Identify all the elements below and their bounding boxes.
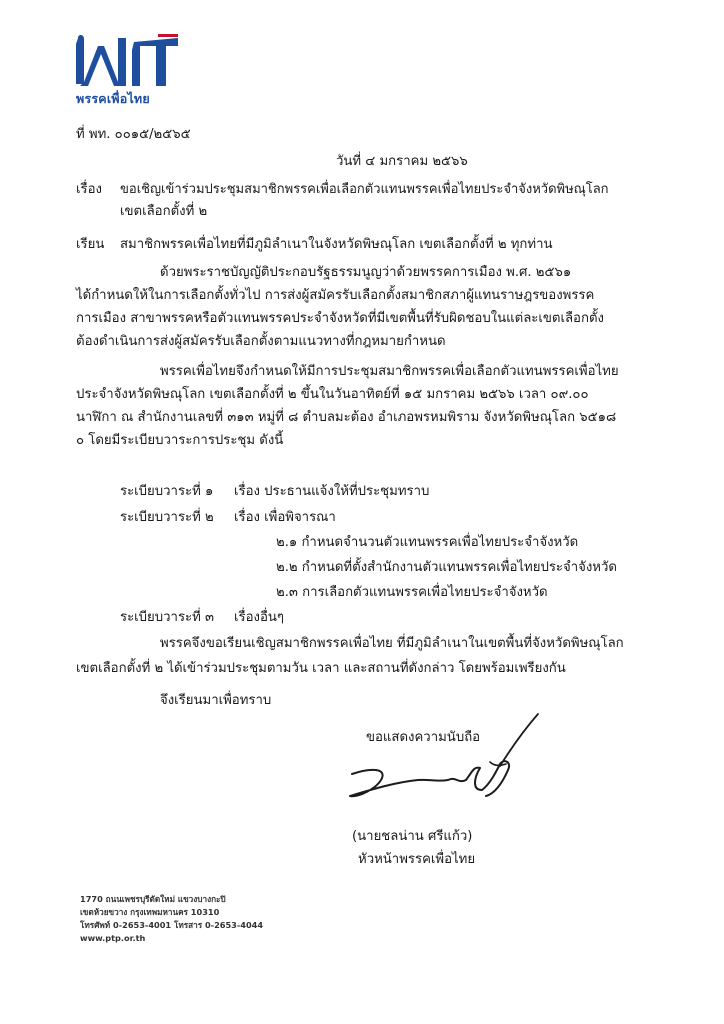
regards-text: ขอแสดงความนับถือ	[366, 730, 481, 745]
agenda-item-2: เรื่อง เพื่อพิจารณา	[234, 510, 336, 525]
para2-line-3: นาฬิกา ณ สำนักงานเลขที่ ๓๑๓ หมู่ที่ ๘ ตำบลมะต้อง อำเภอพรหมพิราม จังหวัดพิษณุโลก ๖๕๑๘	[76, 410, 617, 425]
agenda-item-3: เรื่องอื่นๆ	[234, 610, 284, 625]
agenda-sub-2-2: ๒.๒ กำหนดที่ตั้งสำนักงานตัวแทนพรรคเพื่อไทยประจำจังหวัด	[276, 560, 617, 575]
subject-label: เรื่อง	[76, 182, 102, 197]
footer-address-line-1: 1770 ถนนเพชรบุรีตัดใหม่ แขวงบางกะปิ	[80, 894, 226, 904]
party-name-logo: พรรคเพื่อไทย	[76, 91, 150, 106]
agenda-label-3: ระเบียบวาระที่ ๓	[120, 610, 215, 625]
footer-phone-fax: โทรศัพท์ 0-2653-4001 โทรสาร 0-2653-4044	[80, 920, 264, 930]
para1-line-2: ได้กำหนดให้ในการเลือกตั้งทั่วไป การส่งผู้สมัครรับเลือกตั้งสมาชิกสภาผู้แทนราษฎรของพรรค	[76, 288, 595, 303]
subject-line-1: ขอเชิญเข้าร่วมประชุมสมาชิกพรรคเพื่อเลือกตัวแทนพรรคเพื่อไทยประจำจังหวัดพิษณุโลก	[120, 182, 609, 197]
agenda-label-1: ระเบียบวาระที่ ๑	[120, 484, 214, 499]
agenda-sub-2-1: ๒.๑ กำหนดจำนวนตัวแทนพรรคเพื่อไทยประจำจังหวัด	[276, 535, 579, 550]
footer-website: www.ptp.or.th	[80, 933, 146, 943]
signer-name: (นายชลน่าน ศรีแก้ว)	[352, 829, 473, 844]
agenda-label-2: ระเบียบวาระที่ ๒	[120, 510, 214, 525]
recipient-label: เรียน	[76, 237, 105, 252]
signature	[340, 710, 550, 810]
para1-line-4: ต้องดำเนินการส่งผู้สมัครรับเลือกตั้งตามแนวทางที่กฎหมายกำหนด	[76, 334, 446, 349]
para2-line-1: พรรคเพื่อไทยจึงกำหนดให้มีการประชุมสมาชิกพรรคเพื่อเลือกตัวแทนพรรคเพื่อไทย	[160, 364, 619, 379]
para3-line-2: เขตเลือกตั้งที่ ๒ ได้เข้าร่วมประชุมตามวัน เวลา และสถานที่ดังกล่าว โดยพร้อมเพรียงกัน	[76, 661, 566, 676]
para3-line-1: พรรคจึงขอเรียนเชิญสมาชิกพรรคเพื่อไทย ที่มีภูมิลำเนาในเขตพื้นที่จังหวัดพิษณุโลก	[160, 636, 624, 651]
para1-line-3: การเมือง สาขาพรรคหรือตัวแทนพรรคประจำจังหวัดที่มีเขตพื้นที่รับผิดชอบในแต่ละเขตเลือกตั้ง	[76, 311, 604, 326]
party-logo-mark	[74, 32, 180, 88]
closing-text: จึงเรียนมาเพื่อทราบ	[160, 693, 272, 708]
letter-date: วันที่ ๔ มกราคม ๒๕๖๖	[336, 154, 468, 169]
subject-line-2: เขตเลือกตั้งที่ ๒	[120, 204, 208, 219]
para2-line-2: ประจำจังหวัดพิษณุโลก เขตเลือกตั้งที่ ๒ ขึ้นในวันอาทิตย์ที่ ๑๕ มกราคม ๒๕๖๖ เวลา ๐๙.๐๐	[76, 387, 589, 402]
para2-line-4: ๐ โดยมีระเบียบวาระการประชุม ดังนี้	[76, 433, 284, 448]
agenda-sub-2-3: ๒.๓ การเลือกตัวแทนพรรคเพื่อไทยประจำจังหวัด	[276, 585, 548, 600]
signer-title: หัวหน้าพรรคเพื่อไทย	[358, 852, 476, 867]
reference-number: ที่ พท. ๐๐๑๕/๒๕๖๕	[76, 127, 191, 142]
agenda-item-1: เรื่อง ประธานแจ้งให้ที่ประชุมทราบ	[234, 484, 430, 499]
footer-address-line-2: เขตห้วยขวาง กรุงเทพมหานคร 10310	[80, 907, 220, 917]
recipient-text: สมาชิกพรรคเพื่อไทยที่มีภูมิลำเนาในจังหวัดพิษณุโลก เขตเลือกตั้งที่ ๒ ทุกท่าน	[120, 237, 553, 252]
para1-line-1: ด้วยพระราชบัญญัติประกอบรัฐธรรมนูญว่าด้วยพรรคการเมือง พ.ศ. ๒๕๖๑	[160, 265, 572, 280]
